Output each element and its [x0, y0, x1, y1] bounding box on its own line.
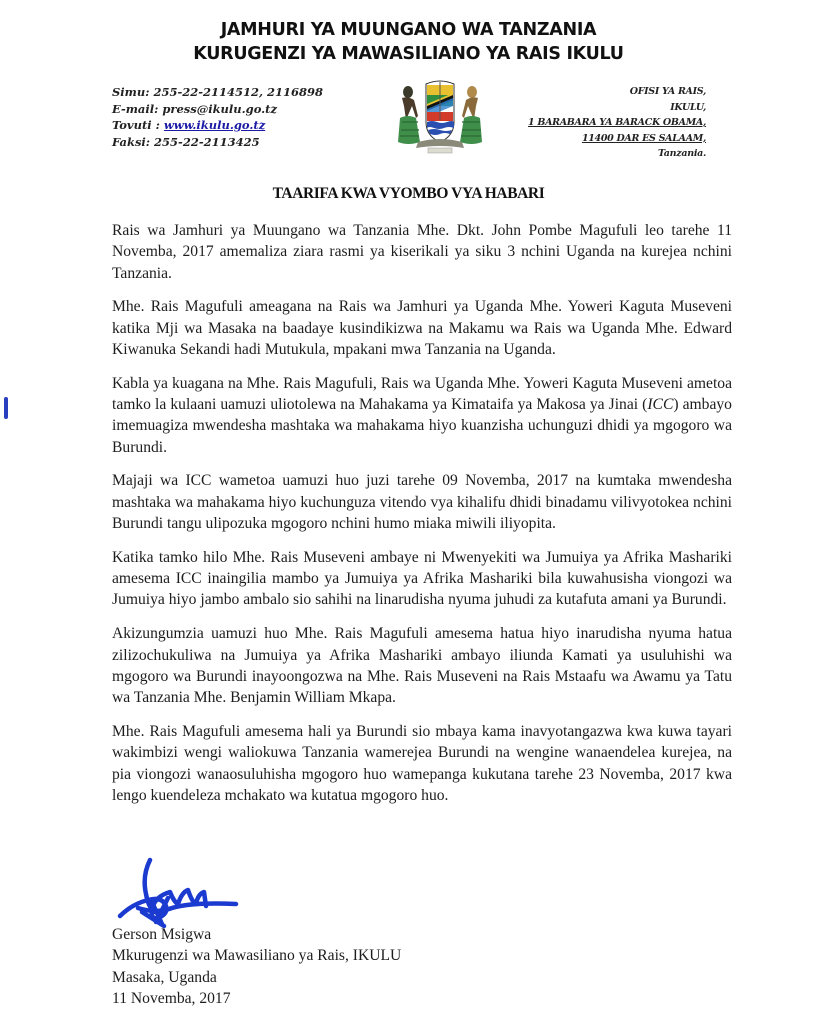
- address-line-3: 1 BARABARA YA BARACK OBAMA,: [528, 117, 706, 128]
- contact-block: [112, 84, 323, 150]
- website-label: Tovuti :: [112, 118, 164, 132]
- paragraph-4: Majaji wa ICC wametoa uamuzi huo juzi tarehe 09 Novemba, 2017 na kumtaka mwendesha mashtaka wa mahakama hiyo kuchunguza vitendo vya kihalifu dhidi binadamu vilivyotokea nchini Burundi tangu ulipozuka mgogoro nchini humo miaka miwili iliyopita.: [112, 472, 732, 533]
- signoff-place: Masaka, Uganda: [112, 968, 217, 986]
- paragraph-3-text-b: ) ambayo imemuagiza mwendesha mashtaka wa mahakama hiyo kuanzisha uchunguzi dhidi ya mgogoro wa Burundi.: [112, 396, 732, 456]
- address-line-2: IKULU,: [670, 101, 706, 113]
- address-line-1: OFISI YA RAIS,: [629, 86, 706, 97]
- handwritten-signature-icon: [112, 856, 242, 931]
- paragraph-2: Mhe. Rais Magufuli ameagana na Rais wa Jamhuri ya Uganda Mhe. Yoweri Kaguta Museveni katika Mji wa Masaka na baadaye kusindikizwa na Makamu wa Rais wa Uganda Mhe. Edward Kiwanuka Sekandi hadi Mutukula, mpakani mwa Tanzania na Uganda.: [112, 298, 732, 358]
- header-line-2: KURUGENZI YA MAWASILIANO YA RAIS IKULU: [193, 44, 624, 64]
- margin-pen-mark: [4, 397, 8, 419]
- document-body: [112, 220, 732, 806]
- paragraph-7: Mhe. Rais Magufuli amesema hali ya Burundi sio mbaya kama inavyotangazwa kwa kuwa tayari wakimbizi wengi waliokuwa Tanzania wamerejea Burundi na wengine wanaendelea kurejea, na pia viongozi wanaosuluhisha mgogoro huo wamepanga kukutana tarehe 23 Novemba, 2017 kwa lengo kuendeleza mchakato wa kutatua mgogoro huo.: [112, 722, 732, 804]
- signatory-name: Gerson Msigwa: [112, 926, 212, 943]
- document-title: TAARIFA KWA VYOMBO VYA HABARI: [272, 185, 545, 202]
- signatory-role: Mkurugenzi wa Mawasiliano ya Rais, IKULU: [112, 947, 402, 965]
- icc-abbreviation: ICC: [647, 396, 674, 414]
- contact-fax: Faksi: 255-22-2113425: [112, 134, 260, 149]
- paragraph-3-text-a: Kabla ya kuagana na Mhe. Rais Magufuli, Rais wa Uganda Mhe. Yoweri Kaguta Museveni ametoa tamko la kulaani uamuzi uliotolewa na Mahakama ya Kimataifa ya Makosa ya Jinai (: [112, 374, 732, 414]
- contact-phone: Simu: 255-22-2114512, 2116898: [112, 85, 324, 99]
- coat-of-arms-icon: [392, 76, 488, 154]
- address-block: [528, 84, 706, 162]
- address-line-5: Tanzania.: [657, 148, 706, 159]
- address-line-4: 11400 DAR ES SALAAM,: [581, 132, 706, 144]
- paragraph-5: Katika tamko hilo Mhe. Rais Museveni ambaye ni Mwenyekiti wa Jumuiya ya Afrika Mashariki amesema ICC inaingilia mambo ya Jumuiya ya Afrika Mashariki bila kuwahusisha viongozi wa Jumuiya hiyo jambo ambalo sio sahihi na linarudisha nyuma juhudi za kutafuta amani ya Burundi.: [112, 548, 732, 609]
- paragraph-1: Rais wa Jamhuri ya Muungano wa Tanzania Mhe. Dkt. John Pombe Magufuli leo tarehe 11 Novemba, 2017 amemaliza ziara rasmi ya kiserikali ya siku 3 nchini Uganda na kurejea nchini Tanzania.: [112, 222, 732, 282]
- paragraph-6: Akizungumzia uamuzi huo Mhe. Rais Magufuli amesema hatua hiyo inarudisha nyuma hatua zilizochukuliwa na Jumuiya ya Afrika Mashariki ambayo iliunda Kamati ya usuluhishi wa mgogoro wa Burundi inayoongozwa na Mhe. Rais Museveni na Rais Mstaafu wa Awamu ya Tatu wa Tanzania Mhe. Benjamin William Mkapa.: [112, 625, 732, 707]
- signoff-block: [112, 924, 401, 1009]
- contact-email: E-mail: press@ikulu.go.tz: [112, 101, 278, 116]
- website-link[interactable]: www.ikulu.go.tz: [163, 118, 266, 132]
- header-line-1: JAMHURI YA MUUNGANO WA TANZANIA: [220, 20, 597, 40]
- paragraph-3: [112, 373, 732, 458]
- signoff-date: 11 Novemba, 2017: [112, 989, 231, 1007]
- contact-website: [112, 117, 323, 134]
